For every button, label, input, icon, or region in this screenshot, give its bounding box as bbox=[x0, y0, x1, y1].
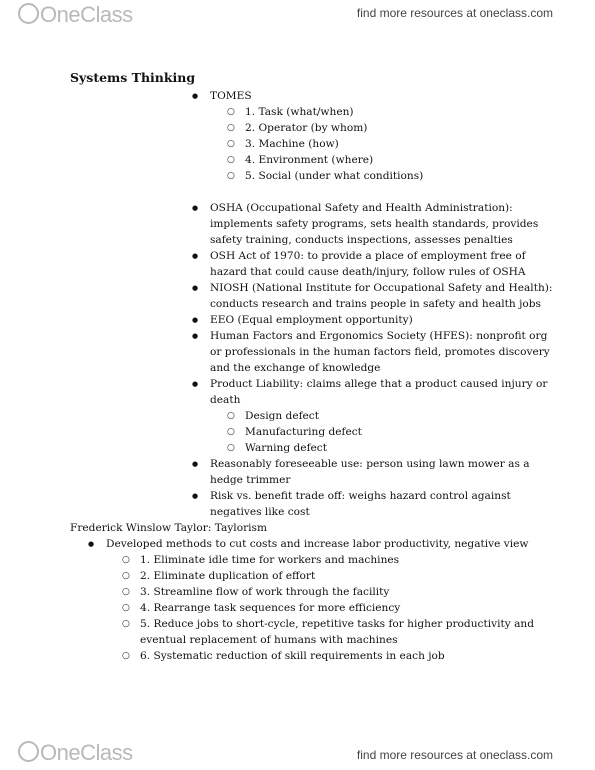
tomes-item: ○ 5. Social (under what conditions) bbox=[245, 168, 423, 184]
bullet-item-continuation: safety training, conducts inspections, assesses penalties bbox=[210, 234, 513, 246]
bullet-item-continuation: implements safety programs, sets health standards, provides bbox=[210, 218, 539, 230]
bullet-item-continuation: conducts research and trains people in safety and health jobs bbox=[210, 298, 541, 310]
bullet-item: ● OSH Act of 1970: to provide a place of employment free of bbox=[210, 248, 526, 264]
logo-text: OneClass bbox=[40, 2, 133, 27]
tomes-item: ○ 4. Environment (where) bbox=[245, 152, 373, 168]
footer-tagline[interactable]: find more resources at oneclass.com bbox=[356, 748, 553, 762]
page-footer bbox=[0, 736, 595, 770]
taylor-item: ○ 5. Reduce jobs to short-cycle, repetitive tasks for higher productivity and bbox=[140, 616, 534, 632]
defect-item: ○ Manufacturing defect bbox=[245, 424, 362, 440]
bullet-item: ● Product Liability: claims allege that a product caused injury or bbox=[210, 376, 547, 392]
bullet-item: ● OSHA (Occupational Safety and Health Administration): bbox=[210, 200, 513, 216]
bullet-item-continuation: hedge trimmer bbox=[210, 474, 291, 486]
defect-item: ○ Warning defect bbox=[245, 440, 327, 456]
taylor-item: ○ 6. Systematic reduction of skill requirements in each job bbox=[140, 648, 445, 664]
tomes-item: ○ 3. Machine (how) bbox=[245, 136, 339, 152]
taylor-item: ○ 2. Eliminate duplication of effort bbox=[140, 568, 315, 584]
bullet-item-continuation: or professionals in the human factors field, promotes discovery bbox=[210, 346, 550, 358]
tomes-item: ○ 1. Task (what/when) bbox=[245, 104, 354, 120]
bullet-item: ● NIOSH (National Institute for Occupational Safety and Health): bbox=[210, 280, 552, 296]
bullet-item: ● Risk vs. benefit trade off: weighs hazard control against bbox=[210, 488, 511, 504]
bullet-item: ● Reasonably foreseeable use: person using lawn mower as a bbox=[210, 456, 530, 472]
taylor-item: ○ 4. Rearrange task sequences for more efficiency bbox=[140, 600, 400, 616]
taylor-item-continuation: eventual replacement of humans with machines bbox=[140, 634, 398, 646]
bullet-item-continuation: negatives like cost bbox=[210, 506, 310, 518]
page-header bbox=[0, 0, 595, 30]
taylor-item: ○ 3. Streamline flow of work through the facility bbox=[140, 584, 389, 600]
logo-o-icon bbox=[18, 741, 39, 762]
logo-o-icon bbox=[18, 3, 39, 24]
bullet-item: ● EEO (Equal employment opportunity) bbox=[210, 312, 413, 328]
section-title: Systems Thinking bbox=[70, 70, 196, 85]
defect-item: ○ Design defect bbox=[245, 408, 319, 424]
taylor-heading: Frederick Winslow Taylor: Taylorism bbox=[70, 522, 268, 534]
bullet-item-continuation: and the exchange of knowledge bbox=[210, 362, 381, 374]
tomes-label: ● TOMES bbox=[210, 88, 252, 104]
bullet-item-continuation: death bbox=[210, 394, 241, 406]
bullet-item: ● Human Factors and Ergonomics Society (HFES): nonprofit org bbox=[210, 328, 547, 344]
bullet-item-continuation: hazard that could cause death/injury, follow rules of OSHA bbox=[210, 266, 526, 278]
oneclass-logo[interactable] bbox=[18, 2, 133, 28]
taylor-item: ○ 1. Eliminate idle time for workers and machines bbox=[140, 552, 399, 568]
header-tagline[interactable]: find more resources at oneclass.com bbox=[356, 6, 553, 20]
tomes-item: ○ 2. Operator (by whom) bbox=[245, 120, 367, 136]
oneclass-logo-footer[interactable] bbox=[18, 740, 133, 766]
taylor-main-bullet: ● Developed methods to cut costs and increase labor productivity, negative view bbox=[106, 536, 529, 552]
logo-text: OneClass bbox=[40, 740, 133, 765]
